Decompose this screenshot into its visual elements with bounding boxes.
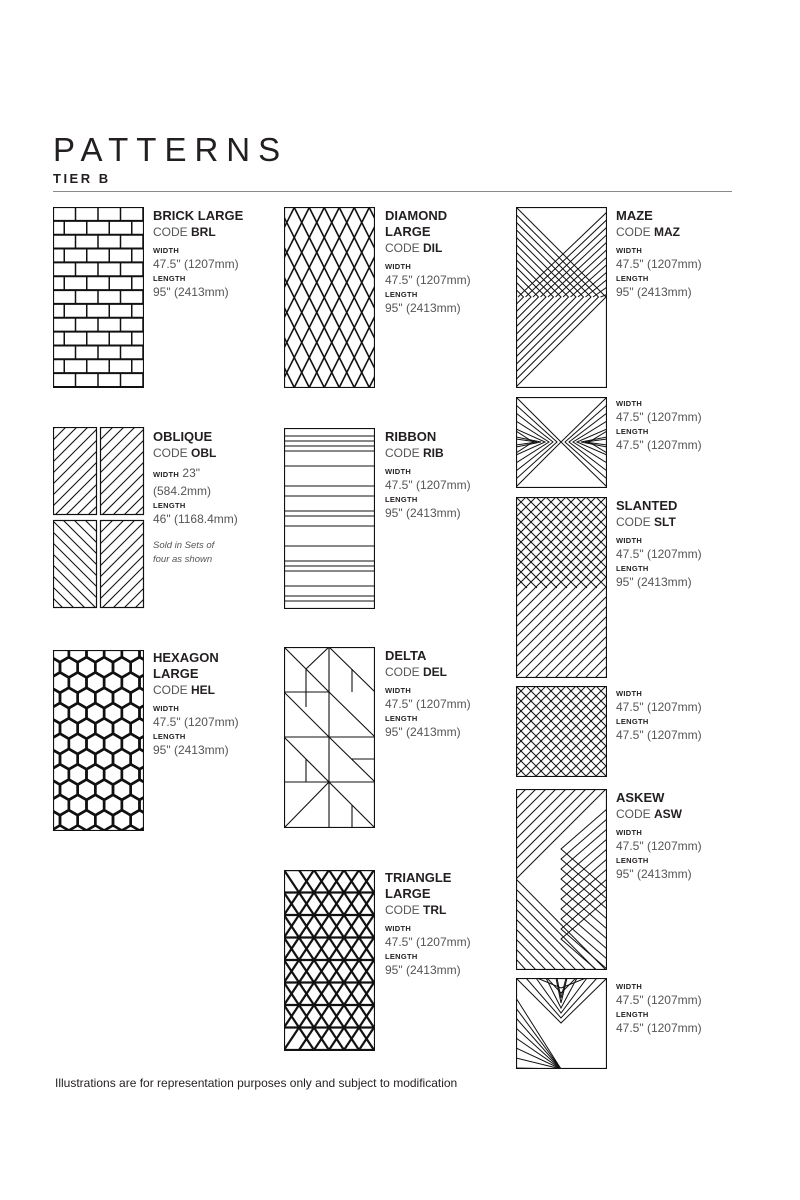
width-value: 47.5" (1207mm) bbox=[385, 273, 471, 287]
length-value: 95" (2413mm) bbox=[385, 725, 461, 739]
width-label: WIDTH bbox=[385, 924, 412, 933]
length-value: 95" (2413mm) bbox=[616, 575, 692, 589]
pattern-code: CODE SLT bbox=[616, 515, 676, 529]
pattern-code: CODE DIL bbox=[385, 241, 443, 255]
width-label: WIDTH bbox=[616, 246, 643, 255]
width-label: WIDTH bbox=[616, 689, 643, 698]
pattern-code: CODE MAZ bbox=[616, 225, 681, 239]
pattern-code: CODE HEL bbox=[153, 683, 216, 697]
width-value: 47.5" (1207mm) bbox=[385, 935, 471, 949]
length-value: 95" (2413mm) bbox=[153, 743, 229, 757]
length-value: 95" (2413mm) bbox=[385, 301, 461, 315]
diamond-large-pattern-illustration bbox=[284, 207, 375, 388]
pattern-name: HEXAGON bbox=[153, 650, 219, 665]
length-label: LENGTH bbox=[616, 274, 649, 283]
pattern-code: CODE RIB bbox=[385, 446, 444, 460]
length-label: LENGTH bbox=[153, 274, 186, 283]
length-label: LENGTH bbox=[153, 732, 186, 741]
length-label: LENGTH bbox=[616, 427, 649, 436]
pattern-name: RIBBON bbox=[385, 429, 437, 444]
pattern-code: CODE TRL bbox=[385, 903, 447, 917]
delta-pattern-illustration bbox=[284, 647, 375, 828]
width-label: WIDTH bbox=[385, 262, 412, 271]
askew-half-info bbox=[616, 976, 776, 1036]
pattern-name: DIAMOND bbox=[385, 208, 448, 223]
maze-pattern-illustration bbox=[516, 207, 607, 388]
width-metric-value: (584.2mm) bbox=[153, 484, 212, 498]
hexagon-large-pattern-illustration bbox=[53, 650, 144, 831]
page-title: PATTERNS bbox=[53, 131, 289, 168]
pattern-name: MAZE bbox=[616, 208, 653, 223]
length-value: 95" (2413mm) bbox=[385, 963, 461, 977]
header-divider bbox=[53, 191, 732, 192]
length-value: 95" (2413mm) bbox=[153, 285, 229, 299]
length-label: LENGTH bbox=[385, 290, 418, 299]
pattern-code: CODE BRL bbox=[153, 225, 216, 239]
length-value: 95" (2413mm) bbox=[385, 506, 461, 520]
width-value: 47.5" (1207mm) bbox=[616, 257, 702, 271]
length-label: LENGTH bbox=[616, 1010, 649, 1019]
slanted-half-info bbox=[616, 683, 776, 743]
length-label: LENGTH bbox=[385, 495, 418, 504]
width-value: 47.5" (1207mm) bbox=[153, 257, 239, 271]
maze-half-info bbox=[616, 393, 776, 453]
maze-half-pattern-illustration bbox=[516, 397, 607, 488]
width-value: 47.5" (1207mm) bbox=[616, 410, 702, 424]
tier-label: TIER B bbox=[53, 171, 111, 186]
width-value: 47.5" (1207mm) bbox=[616, 839, 702, 853]
triangle-large-pattern-illustration bbox=[284, 870, 375, 1051]
pattern-name: OBLIQUE bbox=[153, 429, 213, 444]
pattern-name: SLANTED bbox=[616, 498, 678, 513]
length-label: LENGTH bbox=[153, 501, 186, 510]
length-label: LENGTH bbox=[616, 564, 649, 573]
width-label: WIDTH bbox=[385, 686, 412, 695]
length-value: 47.5" (1207mm) bbox=[616, 1021, 702, 1035]
length-label: LENGTH bbox=[385, 714, 418, 723]
slanted-pattern-illustration bbox=[516, 497, 607, 678]
pattern-code: CODE DEL bbox=[385, 665, 448, 679]
width-label: WIDTH bbox=[616, 828, 643, 837]
length-value: 47.5" (1207mm) bbox=[616, 728, 702, 742]
oblique-pattern-illustration bbox=[53, 427, 145, 609]
width-value: 47.5" (1207mm) bbox=[616, 993, 702, 1007]
sold-in-sets-note: Sold in Sets of four as shown bbox=[153, 540, 215, 565]
askew-info bbox=[616, 790, 776, 882]
maze-info bbox=[616, 208, 776, 300]
length-label: LENGTH bbox=[616, 856, 649, 865]
pattern-name-line2: LARGE bbox=[385, 886, 431, 901]
length-value: 95" (2413mm) bbox=[616, 285, 692, 299]
pattern-code: CODE OBL bbox=[153, 446, 217, 460]
length-value: 95" (2413mm) bbox=[616, 867, 692, 881]
width-label: WIDTH bbox=[385, 467, 412, 476]
width-value: 47.5" (1207mm) bbox=[616, 700, 702, 714]
slanted-half-pattern-illustration bbox=[516, 686, 607, 777]
width-label: WIDTH bbox=[153, 704, 180, 713]
ribbon-pattern-illustration bbox=[284, 428, 375, 609]
disclaimer-footer: Illustrations are for representation purposes only and subject to modification bbox=[55, 1076, 458, 1090]
width-label: WIDTH bbox=[616, 536, 643, 545]
askew-half-pattern-illustration bbox=[516, 978, 607, 1069]
askew-pattern-illustration bbox=[516, 789, 607, 970]
pattern-name: ASKEW bbox=[616, 790, 665, 805]
length-label: LENGTH bbox=[616, 717, 649, 726]
length-label: LENGTH bbox=[385, 952, 418, 961]
pattern-name: BRICK LARGE bbox=[153, 208, 244, 223]
pattern-name-line2: LARGE bbox=[153, 666, 199, 681]
width-value: 47.5" (1207mm) bbox=[616, 547, 702, 561]
width-label: WIDTH bbox=[616, 982, 643, 991]
length-value: 46" (1168.4mm) bbox=[153, 512, 238, 526]
slanted-info bbox=[616, 498, 776, 590]
pattern-code: CODE ASW bbox=[616, 807, 683, 821]
width-label: WIDTH bbox=[153, 246, 180, 255]
width-label: WIDTH bbox=[616, 399, 643, 408]
width-value: 47.5" (1207mm) bbox=[385, 478, 471, 492]
width-value: WIDTH 23" bbox=[153, 466, 201, 480]
width-value: 47.5" (1207mm) bbox=[385, 697, 471, 711]
width-value: 47.5" (1207mm) bbox=[153, 715, 239, 729]
pattern-name: TRIANGLE bbox=[385, 870, 452, 885]
brick-large-pattern-illustration bbox=[53, 207, 144, 388]
pattern-name: DELTA bbox=[385, 648, 427, 663]
pattern-name-line2: LARGE bbox=[385, 224, 431, 239]
length-value: 47.5" (1207mm) bbox=[616, 438, 702, 452]
